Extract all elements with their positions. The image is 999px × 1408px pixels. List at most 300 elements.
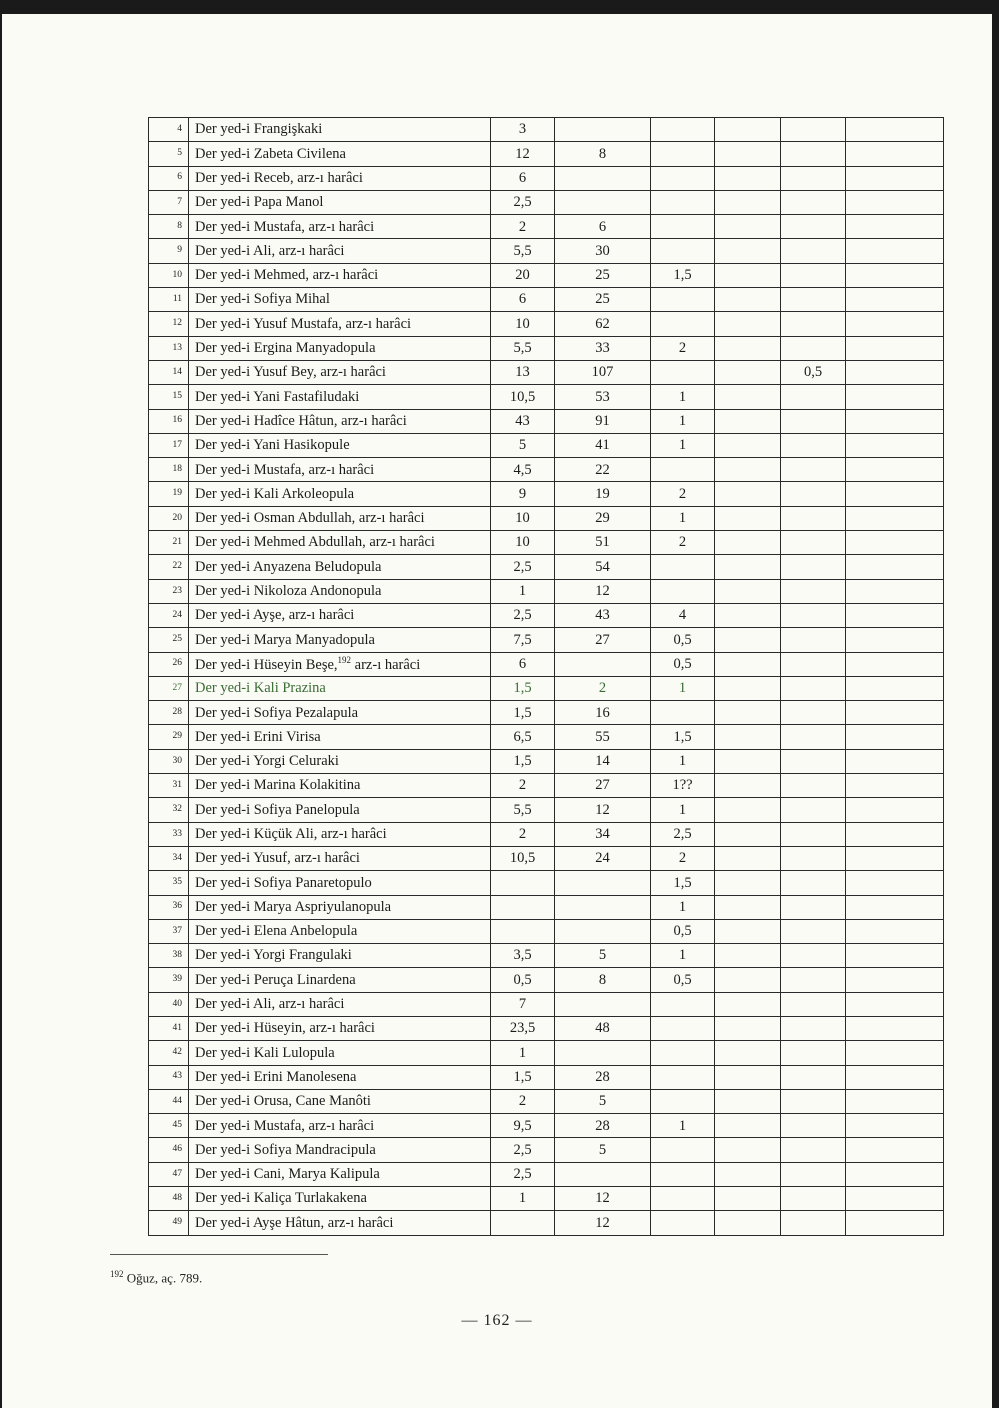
entry-name-text: Der yed-i Peruça Linardena bbox=[195, 971, 356, 988]
row-number: 40 bbox=[149, 992, 189, 1016]
entry-name bbox=[189, 506, 491, 530]
entry-name-text: Der yed-i Ali, arz-ı harâci bbox=[195, 242, 345, 259]
value-cell-c6 bbox=[846, 603, 944, 627]
value-cell-c6 bbox=[846, 288, 944, 312]
value-cell-c3 bbox=[651, 1211, 715, 1235]
value-cell-c1: 3 bbox=[491, 118, 555, 142]
entry-name bbox=[189, 1114, 491, 1138]
value-cell-c1: 1 bbox=[491, 1187, 555, 1211]
value-cell-c3 bbox=[651, 215, 715, 239]
value-cell-c5 bbox=[781, 215, 846, 239]
value-cell-c1: 43 bbox=[491, 409, 555, 433]
value-cell-c5 bbox=[781, 1211, 846, 1235]
table-row bbox=[149, 360, 944, 384]
value-cell-c4 bbox=[715, 1041, 781, 1065]
value-cell-c4 bbox=[715, 628, 781, 652]
value-cell-c3 bbox=[651, 579, 715, 603]
value-cell-c6 bbox=[846, 871, 944, 895]
entry-name-text: Der yed-i Frangişkaki bbox=[195, 121, 323, 138]
value-cell-c2: 43 bbox=[555, 603, 651, 627]
value-cell-c5 bbox=[781, 749, 846, 773]
value-cell-c3: 2 bbox=[651, 531, 715, 555]
value-cell-c3: 1 bbox=[651, 433, 715, 457]
value-cell-c6 bbox=[846, 1089, 944, 1113]
value-cell-c3 bbox=[651, 239, 715, 263]
entry-name-text: Der yed-i Yusuf Bey, arz-ı harâci bbox=[195, 364, 386, 381]
value-cell-c4 bbox=[715, 531, 781, 555]
row-number: 37 bbox=[149, 919, 189, 943]
row-number: 7 bbox=[149, 190, 189, 214]
entry-name bbox=[189, 1162, 491, 1186]
value-cell-c5 bbox=[781, 1187, 846, 1211]
value-cell-c4 bbox=[715, 190, 781, 214]
row-number: 41 bbox=[149, 1016, 189, 1040]
value-cell-c6 bbox=[846, 895, 944, 919]
row-number: 10 bbox=[149, 263, 189, 287]
entry-name bbox=[189, 798, 491, 822]
entry-name bbox=[189, 1138, 491, 1162]
value-cell-c4 bbox=[715, 1162, 781, 1186]
value-cell-c1: 1,5 bbox=[491, 701, 555, 725]
value-cell-c4 bbox=[715, 579, 781, 603]
table-row bbox=[149, 433, 944, 457]
value-cell-c4 bbox=[715, 652, 781, 676]
value-cell-c3 bbox=[651, 701, 715, 725]
footnote-ref: 192 bbox=[337, 655, 352, 666]
value-cell-c5 bbox=[781, 846, 846, 870]
entry-name-text: Der yed-i Erini Manolesena bbox=[195, 1068, 357, 1085]
value-cell-c6 bbox=[846, 774, 944, 798]
value-cell-c1: 5,5 bbox=[491, 798, 555, 822]
value-cell-c2: 14 bbox=[555, 749, 651, 773]
value-cell-c4 bbox=[715, 458, 781, 482]
value-cell-c2: 5 bbox=[555, 1089, 651, 1113]
value-cell-c1: 6 bbox=[491, 288, 555, 312]
entry-name-text: Der yed-i Marya Aspriyulanopula bbox=[195, 898, 392, 915]
value-cell-c3: 1 bbox=[651, 895, 715, 919]
entry-name-text: Der yed-i Kali Arkoleopula bbox=[195, 485, 355, 502]
entry-name-text: Der yed-i Mustafa, arz-ı harâci bbox=[195, 218, 375, 235]
value-cell-c2: 48 bbox=[555, 1016, 651, 1040]
entry-name-text: Der yed-i Mehmed, arz-ı harâci bbox=[195, 267, 379, 284]
value-cell-c6 bbox=[846, 676, 944, 700]
value-cell-c1: 1,5 bbox=[491, 749, 555, 773]
value-cell-c1: 6 bbox=[491, 166, 555, 190]
entry-name-text: Der yed-i Ali, arz-ı harâci bbox=[195, 996, 345, 1013]
value-cell-c6 bbox=[846, 1016, 944, 1040]
value-cell-c4 bbox=[715, 992, 781, 1016]
value-cell-c2: 12 bbox=[555, 579, 651, 603]
table-row bbox=[149, 118, 944, 142]
table-row bbox=[149, 531, 944, 555]
value-cell-c3 bbox=[651, 992, 715, 1016]
value-cell-c1: 1,5 bbox=[491, 1065, 555, 1089]
entry-name bbox=[189, 968, 491, 992]
entry-name-text: Der yed-i Ayşe, arz-ı harâci bbox=[195, 607, 355, 624]
value-cell-c5 bbox=[781, 968, 846, 992]
value-cell-c2: 62 bbox=[555, 312, 651, 336]
entry-name bbox=[189, 555, 491, 579]
value-cell-c2 bbox=[555, 992, 651, 1016]
value-cell-c5 bbox=[781, 1065, 846, 1089]
table-row bbox=[149, 846, 944, 870]
value-cell-c2: 5 bbox=[555, 944, 651, 968]
value-cell-c4 bbox=[715, 1187, 781, 1211]
entry-name bbox=[189, 603, 491, 627]
value-cell-c5 bbox=[781, 409, 846, 433]
value-cell-c3: 0,5 bbox=[651, 919, 715, 943]
value-cell-c2 bbox=[555, 1162, 651, 1186]
table-row bbox=[149, 1041, 944, 1065]
value-cell-c5 bbox=[781, 239, 846, 263]
value-cell-c3: 1,5 bbox=[651, 871, 715, 895]
entry-name-text: Der yed-i Mehmed Abdullah, arz-ı harâci bbox=[195, 534, 435, 551]
table-row bbox=[149, 603, 944, 627]
table-row bbox=[149, 1016, 944, 1040]
table-row bbox=[149, 992, 944, 1016]
value-cell-c3 bbox=[651, 1089, 715, 1113]
value-cell-c5 bbox=[781, 263, 846, 287]
entry-name bbox=[189, 360, 491, 384]
value-cell-c4 bbox=[715, 774, 781, 798]
table-row bbox=[149, 968, 944, 992]
table-row bbox=[149, 190, 944, 214]
value-cell-c6 bbox=[846, 118, 944, 142]
entry-name bbox=[189, 215, 491, 239]
table-row bbox=[149, 482, 944, 506]
entry-name bbox=[189, 579, 491, 603]
value-cell-c6 bbox=[846, 215, 944, 239]
value-cell-c2 bbox=[555, 919, 651, 943]
value-cell-c2 bbox=[555, 652, 651, 676]
row-number: 9 bbox=[149, 239, 189, 263]
value-cell-c6 bbox=[846, 992, 944, 1016]
value-cell-c2: 12 bbox=[555, 1187, 651, 1211]
row-number: 43 bbox=[149, 1065, 189, 1089]
row-number: 6 bbox=[149, 166, 189, 190]
value-cell-c6 bbox=[846, 531, 944, 555]
row-number: 4 bbox=[149, 118, 189, 142]
table-row bbox=[149, 725, 944, 749]
value-cell-c6 bbox=[846, 433, 944, 457]
value-cell-c3: 2 bbox=[651, 846, 715, 870]
value-cell-c4 bbox=[715, 409, 781, 433]
value-cell-c5 bbox=[781, 652, 846, 676]
value-cell-c4 bbox=[715, 506, 781, 530]
footnote-number: 192 bbox=[110, 1269, 124, 1279]
value-cell-c5 bbox=[781, 482, 846, 506]
value-cell-c3 bbox=[651, 1162, 715, 1186]
value-cell-c4 bbox=[715, 1065, 781, 1089]
entry-name-text: Der yed-i Mustafa, arz-ı harâci bbox=[195, 1117, 375, 1134]
value-cell-c3: 1 bbox=[651, 944, 715, 968]
value-cell-c5 bbox=[781, 579, 846, 603]
value-cell-c2: 33 bbox=[555, 336, 651, 360]
value-cell-c1: 2,5 bbox=[491, 555, 555, 579]
value-cell-c1: 10 bbox=[491, 506, 555, 530]
value-cell-c2: 16 bbox=[555, 701, 651, 725]
value-cell-c6 bbox=[846, 944, 944, 968]
entry-name bbox=[189, 482, 491, 506]
value-cell-c5 bbox=[781, 1138, 846, 1162]
value-cell-c5 bbox=[781, 628, 846, 652]
entry-name bbox=[189, 1016, 491, 1040]
value-cell-c1: 7 bbox=[491, 992, 555, 1016]
value-cell-c3 bbox=[651, 1065, 715, 1089]
row-number: 38 bbox=[149, 944, 189, 968]
value-cell-c3: 2 bbox=[651, 482, 715, 506]
value-cell-c1: 4,5 bbox=[491, 458, 555, 482]
entry-name-text: Der yed-i Zabeta Civilena bbox=[195, 145, 346, 162]
value-cell-c4 bbox=[715, 895, 781, 919]
value-cell-c3 bbox=[651, 1138, 715, 1162]
value-cell-c3: 1 bbox=[651, 1114, 715, 1138]
value-cell-c6 bbox=[846, 312, 944, 336]
row-number: 31 bbox=[149, 774, 189, 798]
entry-name bbox=[189, 312, 491, 336]
table-row bbox=[149, 871, 944, 895]
row-number: 48 bbox=[149, 1187, 189, 1211]
value-cell-c5 bbox=[781, 1089, 846, 1113]
entry-name-text: Der yed-i Yorgi Celuraki bbox=[195, 753, 339, 770]
row-number: 26 bbox=[149, 652, 189, 676]
value-cell-c1: 1 bbox=[491, 1041, 555, 1065]
value-cell-c4 bbox=[715, 944, 781, 968]
row-number: 23 bbox=[149, 579, 189, 603]
value-cell-c4 bbox=[715, 288, 781, 312]
value-cell-c5 bbox=[781, 433, 846, 457]
entry-name-text: Der yed-i Kali Prazina bbox=[195, 680, 326, 697]
value-cell-c3: 0,5 bbox=[651, 652, 715, 676]
row-number: 27 bbox=[149, 676, 189, 700]
entry-name-text: Der yed-i Yusuf Mustafa, arz-ı harâci bbox=[195, 315, 412, 332]
value-cell-c5 bbox=[781, 871, 846, 895]
value-cell-c5 bbox=[781, 992, 846, 1016]
value-cell-c3: 1 bbox=[651, 749, 715, 773]
page-number: — 162 — bbox=[461, 1312, 533, 1329]
row-number: 8 bbox=[149, 215, 189, 239]
row-number: 15 bbox=[149, 385, 189, 409]
value-cell-c4 bbox=[715, 215, 781, 239]
entry-name bbox=[189, 749, 491, 773]
row-number: 5 bbox=[149, 142, 189, 166]
row-number: 17 bbox=[149, 433, 189, 457]
value-cell-c3 bbox=[651, 1041, 715, 1065]
entry-name bbox=[189, 433, 491, 457]
value-cell-c6 bbox=[846, 166, 944, 190]
row-number: 28 bbox=[149, 701, 189, 725]
entry-name bbox=[189, 1065, 491, 1089]
value-cell-c2: 29 bbox=[555, 506, 651, 530]
entry-name bbox=[189, 1187, 491, 1211]
value-cell-c4 bbox=[715, 166, 781, 190]
value-cell-c3: 1?? bbox=[651, 774, 715, 798]
value-cell-c3 bbox=[651, 288, 715, 312]
table-row bbox=[149, 895, 944, 919]
table-row bbox=[149, 919, 944, 943]
value-cell-c5: 0,5 bbox=[781, 360, 846, 384]
value-cell-c5 bbox=[781, 166, 846, 190]
value-cell-c5 bbox=[781, 555, 846, 579]
entry-name bbox=[189, 725, 491, 749]
value-cell-c3 bbox=[651, 360, 715, 384]
entry-name bbox=[189, 166, 491, 190]
value-cell-c4 bbox=[715, 433, 781, 457]
value-cell-c1: 5,5 bbox=[491, 239, 555, 263]
row-number: 29 bbox=[149, 725, 189, 749]
value-cell-c4 bbox=[715, 968, 781, 992]
value-cell-c1: 10,5 bbox=[491, 846, 555, 870]
row-number: 25 bbox=[149, 628, 189, 652]
value-cell-c5 bbox=[781, 774, 846, 798]
value-cell-c4 bbox=[715, 725, 781, 749]
value-cell-c4 bbox=[715, 846, 781, 870]
table-row bbox=[149, 944, 944, 968]
value-cell-c5 bbox=[781, 288, 846, 312]
value-cell-c2: 8 bbox=[555, 142, 651, 166]
entry-name bbox=[189, 774, 491, 798]
value-cell-c2: 107 bbox=[555, 360, 651, 384]
entry-name-text: Der yed-i Hüseyin Beşe, bbox=[195, 656, 338, 673]
entry-name bbox=[189, 409, 491, 433]
table-row bbox=[149, 822, 944, 846]
entry-name-text: Der yed-i Marya Manyadopula bbox=[195, 631, 375, 648]
entry-name bbox=[189, 1211, 491, 1235]
value-cell-c3: 1,5 bbox=[651, 263, 715, 287]
value-cell-c6 bbox=[846, 1211, 944, 1235]
value-cell-c4 bbox=[715, 118, 781, 142]
value-cell-c3 bbox=[651, 190, 715, 214]
row-number: 33 bbox=[149, 822, 189, 846]
value-cell-c3 bbox=[651, 555, 715, 579]
value-cell-c1: 6,5 bbox=[491, 725, 555, 749]
value-cell-c6 bbox=[846, 1041, 944, 1065]
value-cell-c1: 2,5 bbox=[491, 1162, 555, 1186]
value-cell-c4 bbox=[715, 603, 781, 627]
entry-name-text: Der yed-i Marina Kolakitina bbox=[195, 777, 361, 794]
value-cell-c2: 55 bbox=[555, 725, 651, 749]
value-cell-c2: 19 bbox=[555, 482, 651, 506]
value-cell-c2: 25 bbox=[555, 288, 651, 312]
entry-name-text: Der yed-i Yusuf, arz-ı harâci bbox=[195, 850, 360, 867]
value-cell-c4 bbox=[715, 239, 781, 263]
value-cell-c5 bbox=[781, 944, 846, 968]
value-cell-c6 bbox=[846, 360, 944, 384]
value-cell-c2 bbox=[555, 895, 651, 919]
value-cell-c5 bbox=[781, 822, 846, 846]
value-cell-c4 bbox=[715, 1138, 781, 1162]
value-cell-c2: 91 bbox=[555, 409, 651, 433]
value-cell-c3: 2 bbox=[651, 336, 715, 360]
document-page bbox=[2, 14, 992, 1408]
table-row bbox=[149, 1187, 944, 1211]
value-cell-c6 bbox=[846, 263, 944, 287]
entry-name-text: Der yed-i Sofiya Panelopula bbox=[195, 801, 360, 818]
footnote bbox=[110, 1269, 202, 1286]
table-row bbox=[149, 409, 944, 433]
entry-name bbox=[189, 336, 491, 360]
value-cell-c3: 1 bbox=[651, 409, 715, 433]
value-cell-c3: 0,5 bbox=[651, 968, 715, 992]
value-cell-c1: 2 bbox=[491, 215, 555, 239]
value-cell-c4 bbox=[715, 919, 781, 943]
value-cell-c3: 4 bbox=[651, 603, 715, 627]
value-cell-c2: 28 bbox=[555, 1065, 651, 1089]
row-number: 39 bbox=[149, 968, 189, 992]
value-cell-c6 bbox=[846, 749, 944, 773]
entry-name bbox=[189, 1041, 491, 1065]
entry-name-text: Der yed-i Sofiya Mandracipula bbox=[195, 1141, 376, 1158]
table-row bbox=[149, 215, 944, 239]
value-cell-c3: 1 bbox=[651, 385, 715, 409]
table-row bbox=[149, 336, 944, 360]
entry-name-text: Der yed-i Papa Manol bbox=[195, 194, 324, 211]
value-cell-c2 bbox=[555, 1041, 651, 1065]
table-row bbox=[149, 555, 944, 579]
value-cell-c6 bbox=[846, 652, 944, 676]
value-cell-c1: 5 bbox=[491, 433, 555, 457]
value-cell-c1: 2,5 bbox=[491, 1138, 555, 1162]
row-number: 30 bbox=[149, 749, 189, 773]
entry-name bbox=[189, 458, 491, 482]
entry-name-text: Der yed-i Kaliça Turlakakena bbox=[195, 1190, 367, 1207]
row-number: 42 bbox=[149, 1041, 189, 1065]
entry-name-text: Der yed-i Sofiya Pezalapula bbox=[195, 704, 359, 721]
entry-name-text: Der yed-i Ergina Manyadopula bbox=[195, 340, 376, 357]
value-cell-c5 bbox=[781, 1016, 846, 1040]
table-row bbox=[149, 263, 944, 287]
entry-name bbox=[189, 871, 491, 895]
value-cell-c1: 1 bbox=[491, 579, 555, 603]
value-cell-c1: 12 bbox=[491, 142, 555, 166]
value-cell-c1: 3,5 bbox=[491, 944, 555, 968]
value-cell-c1: 9,5 bbox=[491, 1114, 555, 1138]
table-row bbox=[149, 1114, 944, 1138]
row-number: 11 bbox=[149, 288, 189, 312]
row-number: 35 bbox=[149, 871, 189, 895]
value-cell-c5 bbox=[781, 385, 846, 409]
value-cell-c2: 24 bbox=[555, 846, 651, 870]
value-cell-c6 bbox=[846, 846, 944, 870]
row-number: 22 bbox=[149, 555, 189, 579]
entry-name-text: Der yed-i Nikoloza Andonopula bbox=[195, 583, 382, 600]
value-cell-c1: 7,5 bbox=[491, 628, 555, 652]
table-row bbox=[149, 385, 944, 409]
value-cell-c1 bbox=[491, 895, 555, 919]
value-cell-c6 bbox=[846, 458, 944, 482]
entry-name-text: Der yed-i Yani Fastafiludaki bbox=[195, 388, 360, 405]
value-cell-c2: 22 bbox=[555, 458, 651, 482]
ledger-body bbox=[149, 118, 944, 1236]
value-cell-c5 bbox=[781, 603, 846, 627]
value-cell-c2: 54 bbox=[555, 555, 651, 579]
value-cell-c5 bbox=[781, 458, 846, 482]
entry-name-text: Der yed-i Osman Abdullah, arz-ı harâci bbox=[195, 510, 425, 527]
entry-name-text: Der yed-i Yorgi Frangulaki bbox=[195, 947, 352, 964]
row-number: 19 bbox=[149, 482, 189, 506]
footnote-divider bbox=[110, 1254, 328, 1255]
value-cell-c4 bbox=[715, 749, 781, 773]
value-cell-c3: 1 bbox=[651, 798, 715, 822]
value-cell-c3 bbox=[651, 1016, 715, 1040]
entry-name-text: Der yed-i Hadîce Hâtun, arz-ı harâci bbox=[195, 412, 407, 429]
value-cell-c6 bbox=[846, 385, 944, 409]
value-cell-c4 bbox=[715, 1114, 781, 1138]
value-cell-c1: 2 bbox=[491, 822, 555, 846]
table-row bbox=[149, 458, 944, 482]
value-cell-c6 bbox=[846, 1065, 944, 1089]
value-cell-c5 bbox=[781, 190, 846, 214]
